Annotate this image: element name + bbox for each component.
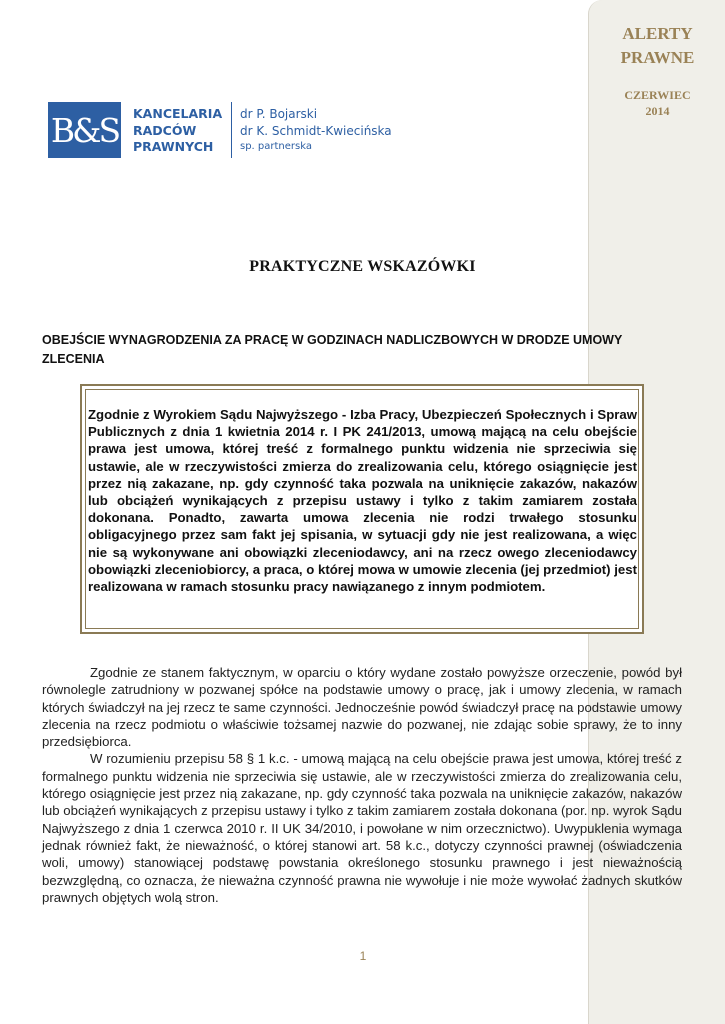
page-number: 1 xyxy=(359,949,367,963)
sidebar-title-line1: ALERTY xyxy=(622,24,693,43)
logo-left-line3: PRAWNYCH xyxy=(133,139,214,154)
page-title: PRAKTYCZNE WSKAZÓWKI xyxy=(249,258,476,275)
logo-left-line2: RADCÓW xyxy=(133,122,197,138)
logo-mark xyxy=(48,102,121,158)
logo-divider xyxy=(231,102,232,158)
sidebar-date xyxy=(589,87,725,119)
logo-partners xyxy=(240,106,392,156)
quote-text: Zgodnie z Wyrokiem Sądu Najwyższego - Izba Pracy, Ubezpieczeń Społecznych i Spraw Publicznych z dnia 1 kwietnia 2014 r. I PK 241/2013, umową mającą na celu obejście prawa jest umowa, której treść z formalnego punktu widzenia nie sprzeciwia się ustawie, ale w rzeczywistości zmierza do zrealizowania celu, którego osiągnięcie jest przez nią zakazane, np. gdy czynność taka pozwala na uniknięcie zakazów, nakazów lub obciążeń wynikających z przepisu ustawy i tylko z takim zamiarem została dokonana. Ponadto, zawarta umowa zlecenia nie rodzi trwałego stosunku obligacyjnego przez sam fakt jej spisania, w sytuacji gdy nie jest realizowana, a więc nie są wykonywane ani obowiązki zleceniodawcy, ani na rzecz owego zleceniodawcy obowiązki zleceniobiorcy, a praca, o której mowa w umowie zlecenia (jej przedmiot) jest realizowana w ramach stosunku pracy nawiązanego z innym podmiotem. xyxy=(88,407,637,595)
sidebar-year: 2014 xyxy=(645,104,670,118)
logo-right-line3: sp. partnerska xyxy=(240,141,312,152)
logo-right-line1: dr P. Bojarski xyxy=(240,107,318,121)
sidebar-month: CZERWIEC xyxy=(624,88,691,102)
sidebar-title xyxy=(589,22,725,70)
body-paragraph-1: Zgodnie ze stanem faktycznym, w oparciu o który wydane zostało powyższe orzeczenie, powód był równolegle zatrudniony w pozwanej spółce na podstawie umowy o pracę, jak i umowy zlecenia, w ramach których świadczył na jej rzecz te same czynności. Jednocześnie powód świadczył pracę na podstawie umowy zlecenia na rzecz podmiotu o właściwie tożsamej nazwie do pozwanej, nie zdając sobie sprawy, że to inny przedsiębiorca. xyxy=(42,665,682,750)
logo-right-line2: dr K. Schmidt-Kwiecińska xyxy=(240,123,392,138)
section-subtitle: OBEJŚCIE WYNAGRODZENIA ZA PRACĘ W GODZINACH NADLICZBOWYCH W DRODZE UMOWY ZLECENIA xyxy=(42,333,623,366)
body-paragraph-2: W rozumieniu przepisu 58 § 1 k.c. - umową mającą na celu obejście prawa jest umowa, której treść z formalnego punktu widzenia nie sprzeciwia się ustawie, ale w rzeczywistości zmierza do zrealizowania celu, którego osiągnięcie jest przez nią zakazane, np. gdy czynność taka pozwala na uniknięcie zakazów, nakazów lub obciążeń wynikających z przepisu ustawy i tylko z takim zamiarem została dokonana (por. np. wyrok Sądu Najwyższego z dnia 1 czerwca 2010 r. II UK 34/2010, i powołane w nim orzecznictwo). Uwypuklenia wymaga jednak również fakt, że nieważność, o której stanowi art. 58 k.c., dotyczy czynności prawnej (oświadczenia woli, umowy) stanowiącej podstawę powstania określonego stosunku prawnego i jest nieważnością bezwzględną, co oznacza, że nieważna czynność prawna nie wywołuje i nie może wywołać żadnych skutków prawnych objętych wolą stron. xyxy=(42,751,682,905)
sidebar-title-line2: PRAWNE xyxy=(620,48,695,67)
body-text xyxy=(42,664,682,906)
logo-left-line1: KANCELARIA xyxy=(133,106,223,121)
logo-firm-name xyxy=(133,106,222,156)
logo-mark-text: B&S xyxy=(50,110,119,150)
